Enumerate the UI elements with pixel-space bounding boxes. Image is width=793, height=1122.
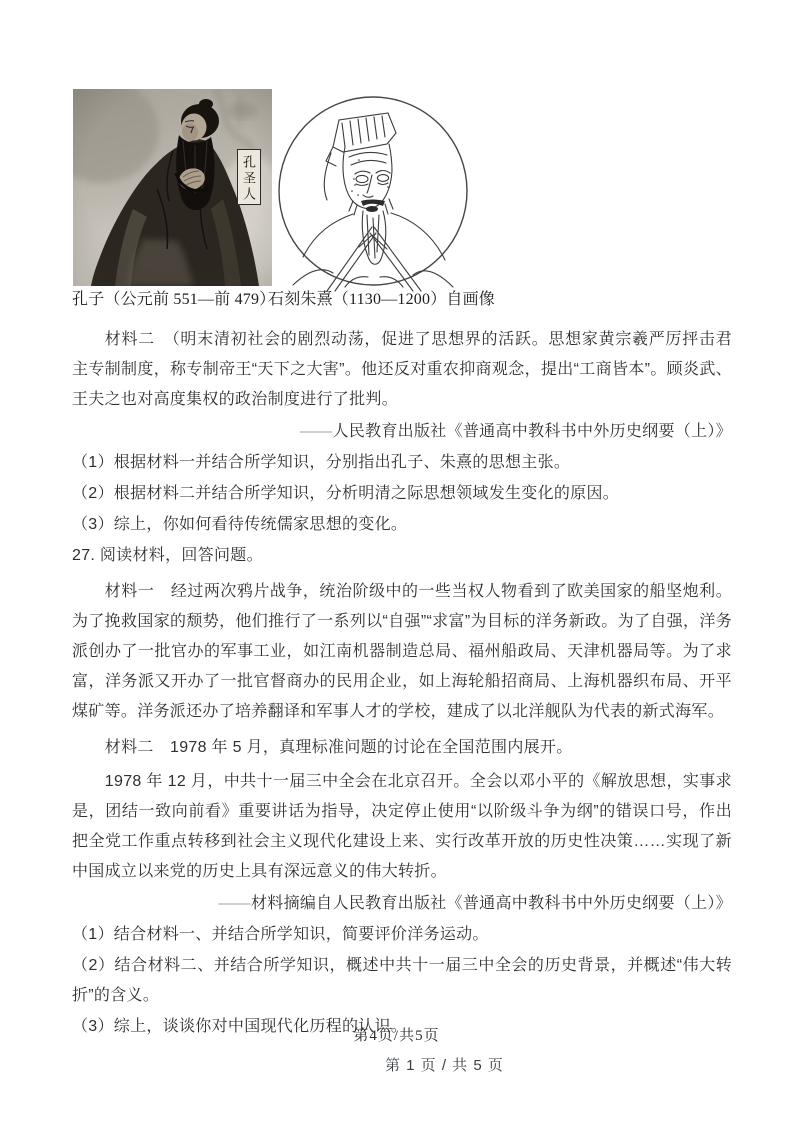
q27-heading: 27. 阅读材料，回答问题。 — [72, 547, 263, 564]
confucius-caption: 孔子（公元前 551—前 479） — [72, 291, 276, 308]
q27-source-text: 材料摘编自人民教育出版社《普通高中教科书中外历史纲要（上）》 — [250, 895, 732, 912]
document-content — [72, 87, 732, 1042]
viewer-page-indicator: 第 1 页 / 共 5 页 — [385, 1057, 504, 1074]
document-page-number: 第4页/共5页 — [353, 1028, 440, 1044]
q27-question-1: （1）结合材料一、并结合所学知识，简要评价洋务运动。 — [72, 926, 489, 943]
zhuxi-line-drawing — [275, 87, 471, 293]
q27-material-two-intro: 材料二 1978 年 5 月，真理标准问题的讨论在全国范围内展开。 — [104, 739, 573, 756]
q27-material-one-paragraph: 材料一 经过两次鸦片战争，统治阶级中的一些当权人物看到了欧美国家的船坚炮利。为了挽救国家的颓势，他们推行了一系列以“自强”“求富”为目标的洋务新政。为了自强，洋务派创办了一批官办的军事工业，如江南机器制造总局、福州船政局、天津机器局等。为了求富，洋务派又开办了一批官督商办的民用企业，如上海轮船招商局、上海机器织布局、开平煤矿等。洋务派还办了培养翻译和军事人才的学校，建成了以北洋舰队为代表的新式海军。 — [72, 583, 732, 720]
q26-source-line — [72, 417, 732, 447]
q27-source-line — [72, 889, 732, 919]
q26-question-2: （2）根据材料二并结合所学知识，分析明清之际思想领域发生变化的原因。 — [72, 485, 620, 502]
q26-question-1: （1）根据材料一并结合所学知识，分别指出孔子、朱熹的思想主张。 — [72, 454, 571, 471]
zhuxi-caption: 石刻朱熹（1130—1200）自画像 — [268, 291, 496, 308]
q26-source-text: 人民教育出版社《普通高中教科书中外历史纲要（上）》 — [332, 423, 732, 440]
material-one-figures — [72, 87, 732, 319]
q27-material-two-body: 1978 年 12 月，中共十一届三中全会在北京召开。全会以邓小平的《解放思想，实事求是，团结一致向前看》重要讲话为指导，决定停止使用“以阶级斗争为纲”的错误口号，作出把全党工作重点转移到社会主义现代化建设上来、实行改革开放的历史性决策……实现了新中国成立以来党的历史上具有深远意义的伟大转折。 — [72, 773, 732, 880]
q26-question-3: （3）综上，你如何看待传统儒家思想的变化。 — [72, 516, 408, 533]
em-dash: —— — [218, 895, 251, 912]
confucius-seal-label: 孔圣人 — [237, 149, 261, 205]
q26-material-two-paragraph: 材料二 （明末清初社会的剧烈动荡，促进了思想界的活跃。思想家黄宗羲严厉抨击君主专制制度，称专制帝王“天下之大害”。他还反对重农抑商观念，提出“工商皆本”。顾炎武、王夫之也对高度集权的政治制度进行了批判。 — [72, 331, 732, 408]
em-dash: —— — [299, 423, 333, 440]
q27-question-3: （3）综上，谈谈你对中国现代化历程的认识。 — [72, 1018, 408, 1035]
q27-question-2: （2）结合材料二、并结合所学知识，概述中共十一届三中全会的历史背景，并概述“伟大转折”的含义。 — [72, 957, 732, 1004]
